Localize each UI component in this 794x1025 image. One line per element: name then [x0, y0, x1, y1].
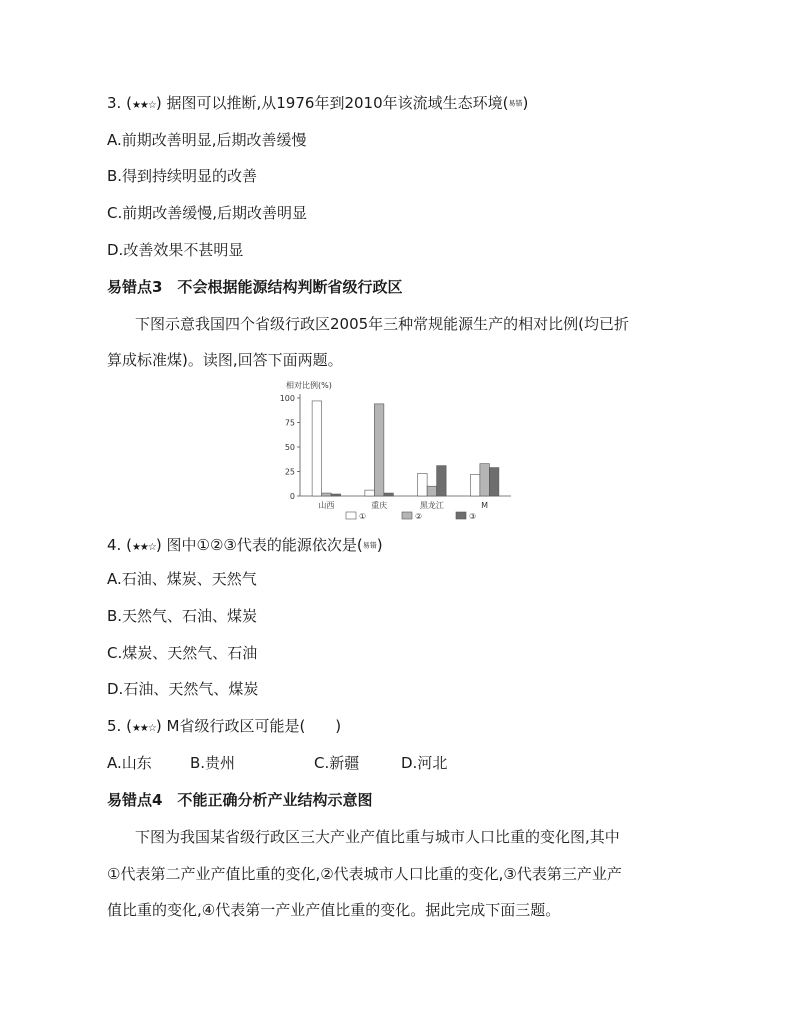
q4-stem-text: 图中①②③代表的能源依次是(: [166, 536, 363, 554]
bar-黑龙江-series-3: [437, 466, 447, 496]
q4-number: 4.: [107, 536, 122, 554]
bar-山西-series-1: [312, 401, 322, 496]
x-tick-label: 山西: [318, 501, 335, 510]
q5-option-b: B.贵州: [190, 754, 236, 772]
bar-重庆-series-3: [384, 493, 394, 496]
energy-ratio-bar-chart: [278, 378, 518, 523]
bar-M-series-3: [489, 468, 499, 496]
legend-label: ①: [359, 512, 367, 521]
q5-option-d: D.河北: [401, 754, 448, 772]
q3-option-a: A.前期改善明显,后期改善缓慢: [107, 131, 307, 149]
chart-legend: [346, 512, 476, 521]
bar-黑龙江-series-1: [418, 473, 428, 496]
bar-山西-series-3: [331, 494, 341, 496]
q3-option-d: D.改善效果不甚明显: [107, 241, 244, 259]
bar-黑龙江-series-2: [427, 486, 437, 496]
q5-stem-text: M省级行政区可能是( ): [166, 717, 342, 735]
q4-stem-end: ): [376, 536, 383, 554]
legend-swatch-3: [456, 512, 466, 519]
error-prone-tag: 易错: [362, 541, 377, 550]
x-tick-label: 重庆: [371, 501, 388, 510]
q3-number: 3.: [107, 94, 122, 112]
y-tick-label: 50: [284, 443, 295, 452]
difficulty-stars-icon: ★★☆: [131, 542, 156, 553]
q3-paren-open: (: [126, 94, 132, 112]
q3-stem-end: ): [522, 94, 529, 112]
bar-山西-series-2: [322, 493, 332, 496]
section4-heading: 易错点4 不能正确分析产业结构示意图: [107, 791, 373, 809]
error-prone-tag: 易错: [508, 99, 523, 108]
chart-ylabel: 相对比例(%): [286, 381, 332, 390]
y-tick-label: 25: [284, 467, 295, 477]
difficulty-stars-icon: ★★☆: [131, 100, 156, 111]
legend-label: ②: [415, 512, 423, 521]
q3-paren-close: ): [155, 94, 162, 112]
chart-x-labels: [318, 500, 488, 510]
difficulty-stars-icon: ★★☆: [131, 723, 156, 734]
bar-重庆-series-2: [374, 404, 384, 496]
y-tick-label: 100: [279, 394, 295, 403]
q3-option-c: C.前期改善缓慢,后期改善明显: [107, 204, 308, 222]
q4-paren-close: ): [155, 536, 162, 554]
q3-option-b: B.得到持续明显的改善: [107, 167, 258, 185]
q5-number: 5.: [107, 717, 122, 735]
q4-stem: [107, 535, 383, 558]
section3-intro-line2: 算成标准煤)。读图,回答下面两题。: [107, 351, 343, 369]
q5-stem: [107, 716, 341, 739]
chart-bars: [312, 401, 499, 496]
section4-line2: ①代表第二产业产值比重的变化,②代表城市人口比重的变化,③代表第三产业产: [107, 865, 622, 883]
section3-intro-line1: 下图示意我国四个省级行政区2005年三种常规能源生产的相对比例(均已折: [135, 315, 630, 333]
q5-paren-close: ): [155, 717, 162, 735]
q4-paren-open: (: [126, 536, 132, 554]
legend-label: ③: [469, 512, 477, 521]
y-tick-label: 75: [284, 418, 295, 428]
y-tick-label: 0: [289, 492, 295, 501]
q3-stem-text: 据图可以推断,从1976年到2010年该流域生态环境(: [166, 94, 509, 112]
q5-option-c: C.新疆: [314, 754, 360, 772]
bar-重庆-series-1: [365, 490, 375, 496]
q4-option-d: D.石油、天然气、煤炭: [107, 680, 259, 698]
section3-heading: 易错点3 不会根据能源结构判断省级行政区: [107, 278, 403, 296]
q4-option-b: B.天然气、石油、煤炭: [107, 607, 258, 625]
q5-option-a: A.山东: [107, 754, 152, 772]
bar-M-series-1: [470, 474, 480, 496]
section4-line3: 值比重的变化,④代表第一产业产值比重的变化。据此完成下面三题。: [107, 901, 561, 919]
q3-stem: [107, 93, 528, 116]
section4-line1: 下图为我国某省级行政区三大产业产值比重与城市人口比重的变化图,其中: [135, 828, 620, 846]
bar-M-series-2: [480, 464, 490, 496]
q5-paren-open: (: [126, 717, 132, 735]
q4-option-c: C.煤炭、天然气、石油: [107, 644, 258, 662]
legend-swatch-1: [346, 512, 356, 519]
x-tick-label: M: [481, 501, 489, 510]
q4-option-a: A.石油、煤炭、天然气: [107, 570, 257, 588]
x-tick-label: 黑龙江: [419, 501, 444, 510]
legend-swatch-2: [402, 512, 412, 519]
